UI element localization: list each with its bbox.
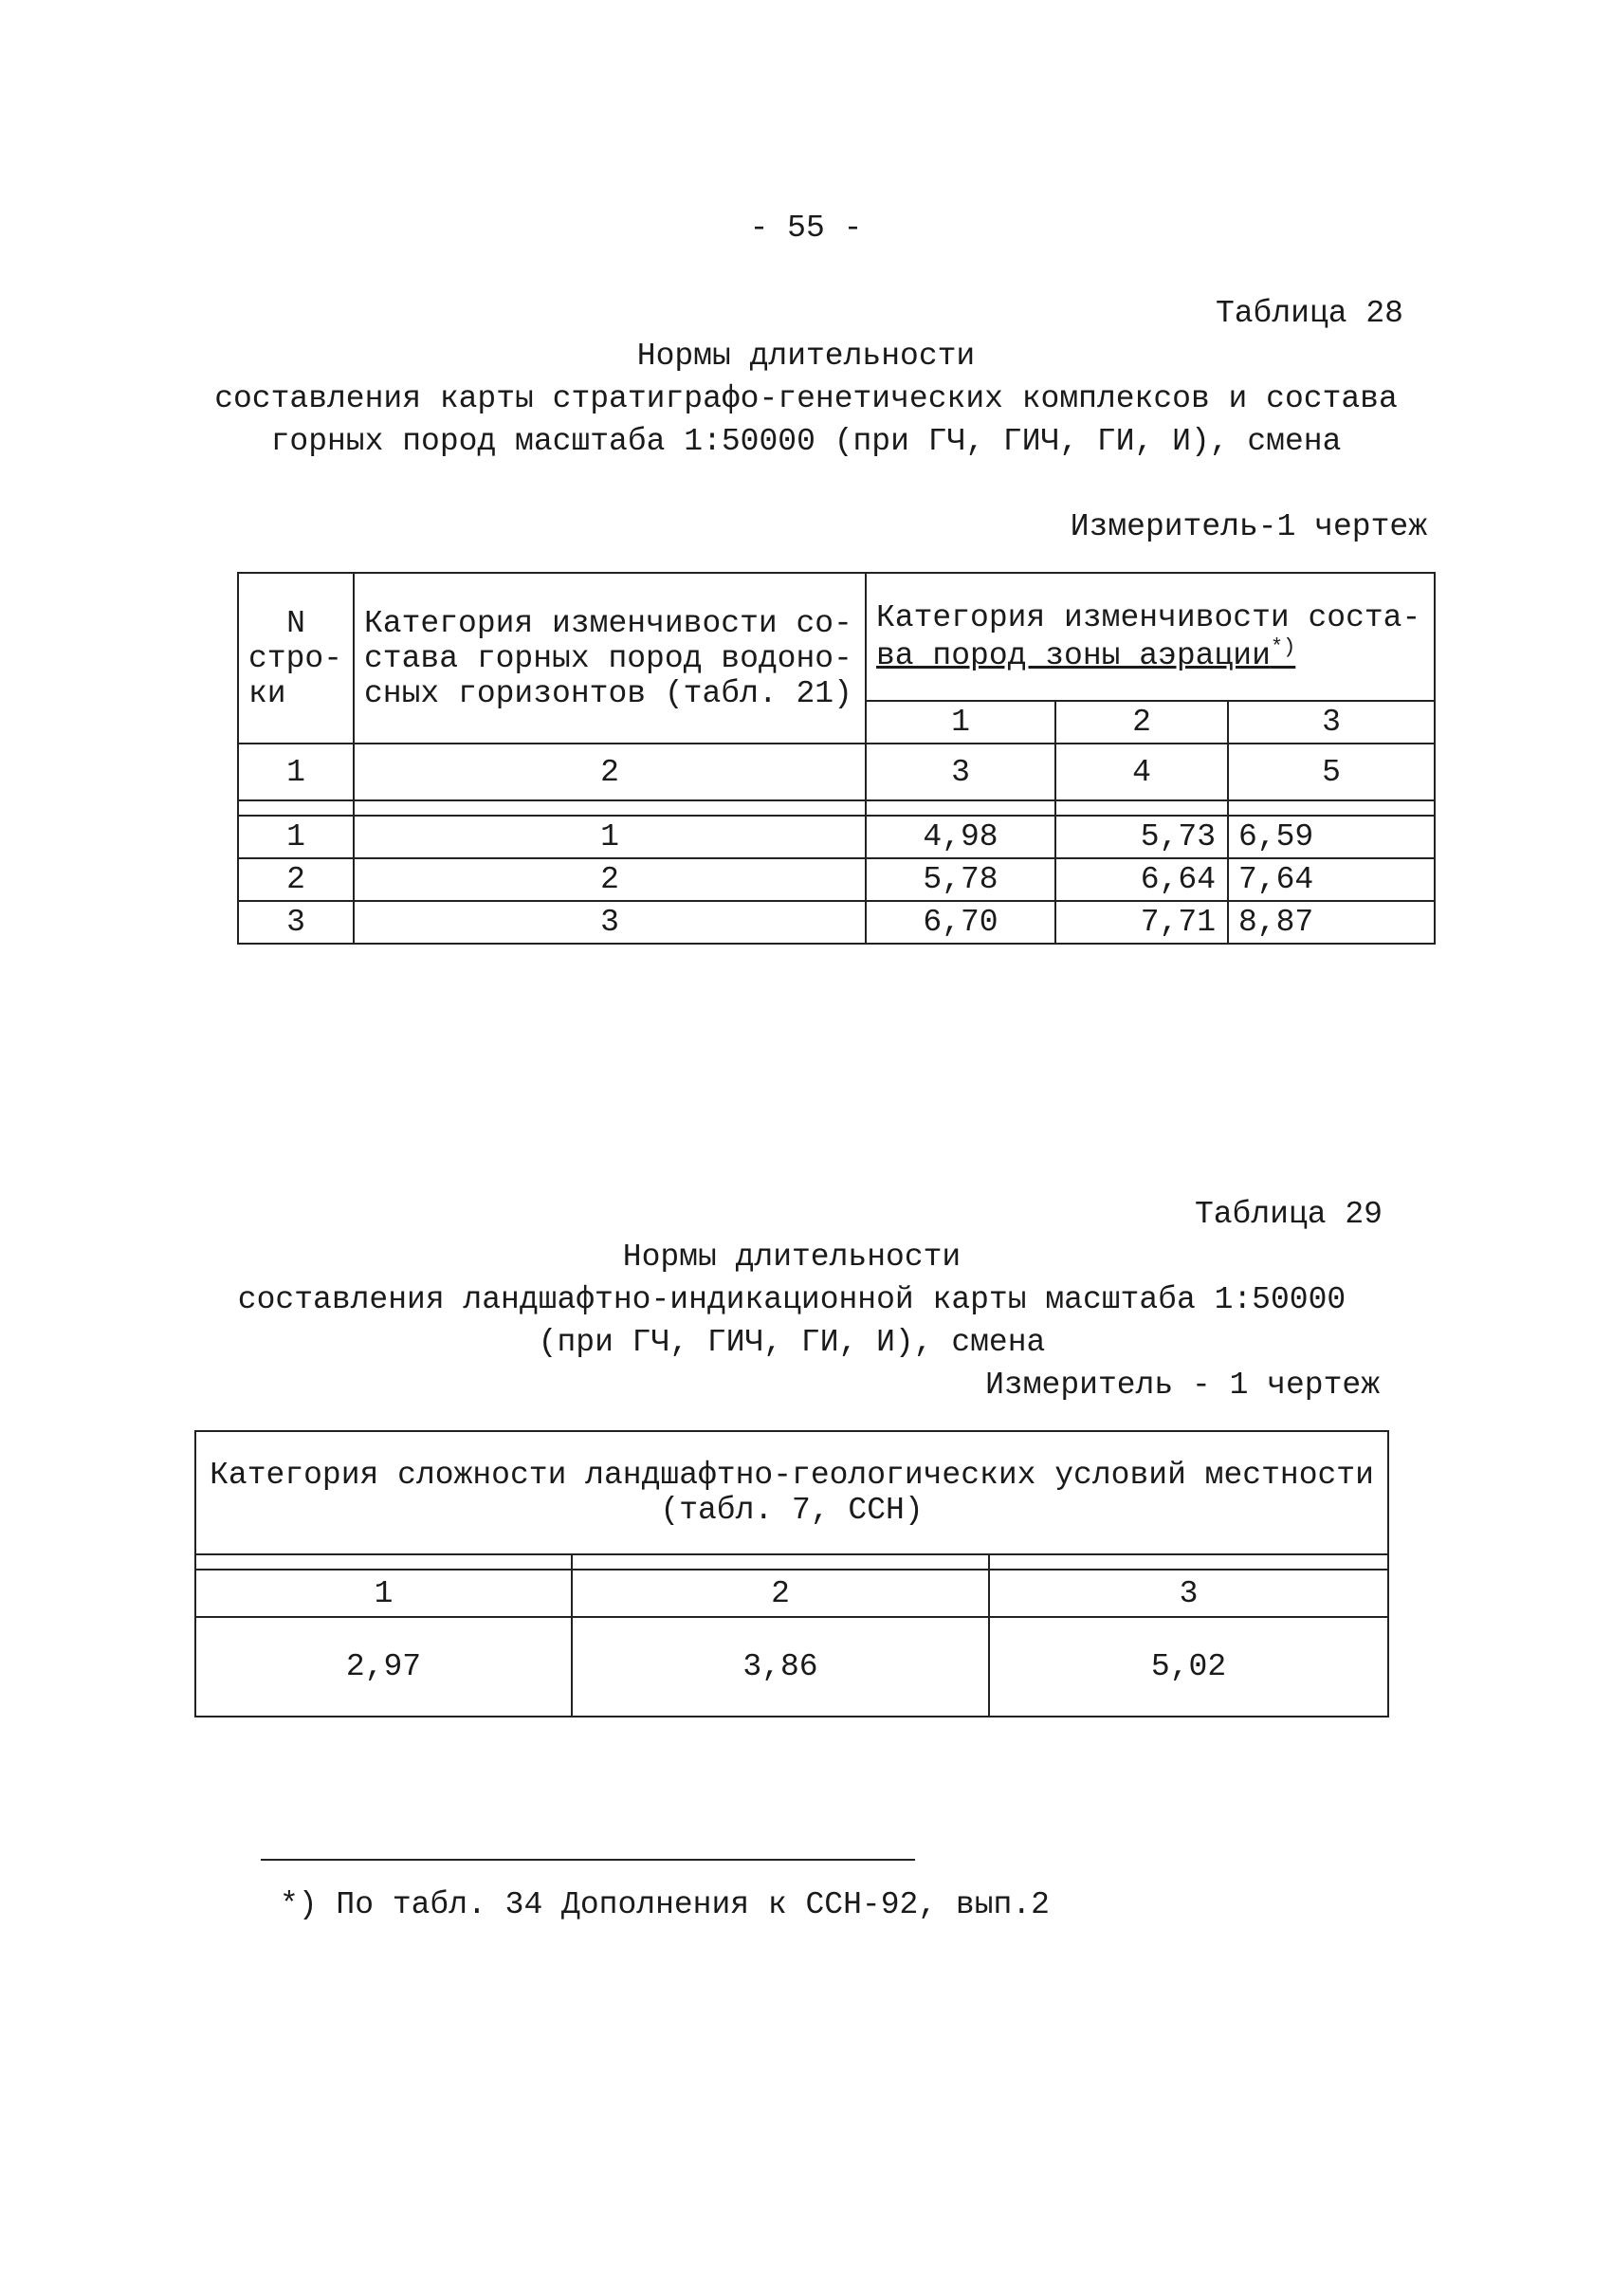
table-29-title-line3: (при ГЧ, ГИЧ, ГИ, И), смена <box>538 1325 1046 1360</box>
table-28 <box>237 572 1436 945</box>
table-29-subheader-row: 1 2 3 <box>195 1570 1388 1617</box>
table-29-label: Таблица 29 <box>1194 1197 1383 1232</box>
table-28-title-line3: горных пород масштаба 1:50000 (при ГЧ, ГИЧ, ГИ, И), смена <box>270 424 1342 459</box>
table-row: 2 2 5,78 6,64 7,64 <box>238 858 1435 901</box>
table-29-title-line1: Нормы длительности <box>622 1240 962 1275</box>
footnote: *) По табл. 34 Дополнения к ССН-92, вып.2 <box>280 1887 1050 1922</box>
head-aeration-category: Категория изменчивости соста- ва пород зоны аэрации*) <box>866 573 1435 701</box>
page-number: - 55 - <box>749 211 863 246</box>
subhead-1: 1 <box>866 701 1055 744</box>
table-28-label: Таблица 28 <box>1215 296 1403 331</box>
footnote-divider <box>261 1859 915 1861</box>
table-28-unit: Измеритель-1 чертеж <box>1070 509 1427 544</box>
head-row-number: N стро- ки <box>238 573 354 744</box>
head-aquifer-category: Категория изменчивости со- става горных пород водоно- сных горизонтов (табл. 21) <box>354 573 866 744</box>
table-28-title-line2: составления карты стратиграфо-генетических комплексов и состава <box>214 381 1398 416</box>
column-number-row: 1 2 3 4 5 <box>238 744 1435 800</box>
table-29-header: Категория сложности ландшафтно-геологических условий местности (табл. 7, ССН) <box>195 1431 1388 1554</box>
table-28-title-line1: Нормы длительности <box>636 339 976 374</box>
table-29-title-line2: составления ландшафтно-индикационной карты масштаба 1:50000 <box>237 1282 1346 1317</box>
subhead-2: 2 <box>1055 701 1228 744</box>
table-row: 3 3 6,70 7,71 8,87 <box>238 901 1435 944</box>
subhead-3: 3 <box>1228 701 1435 744</box>
table-row: 1 1 4,98 5,73 6,59 <box>238 816 1435 858</box>
table-row: 2,97 3,86 5,02 <box>195 1617 1388 1717</box>
table-29 <box>194 1430 1389 1717</box>
table-29-unit: Измеритель - 1 чертеж <box>985 1368 1380 1403</box>
